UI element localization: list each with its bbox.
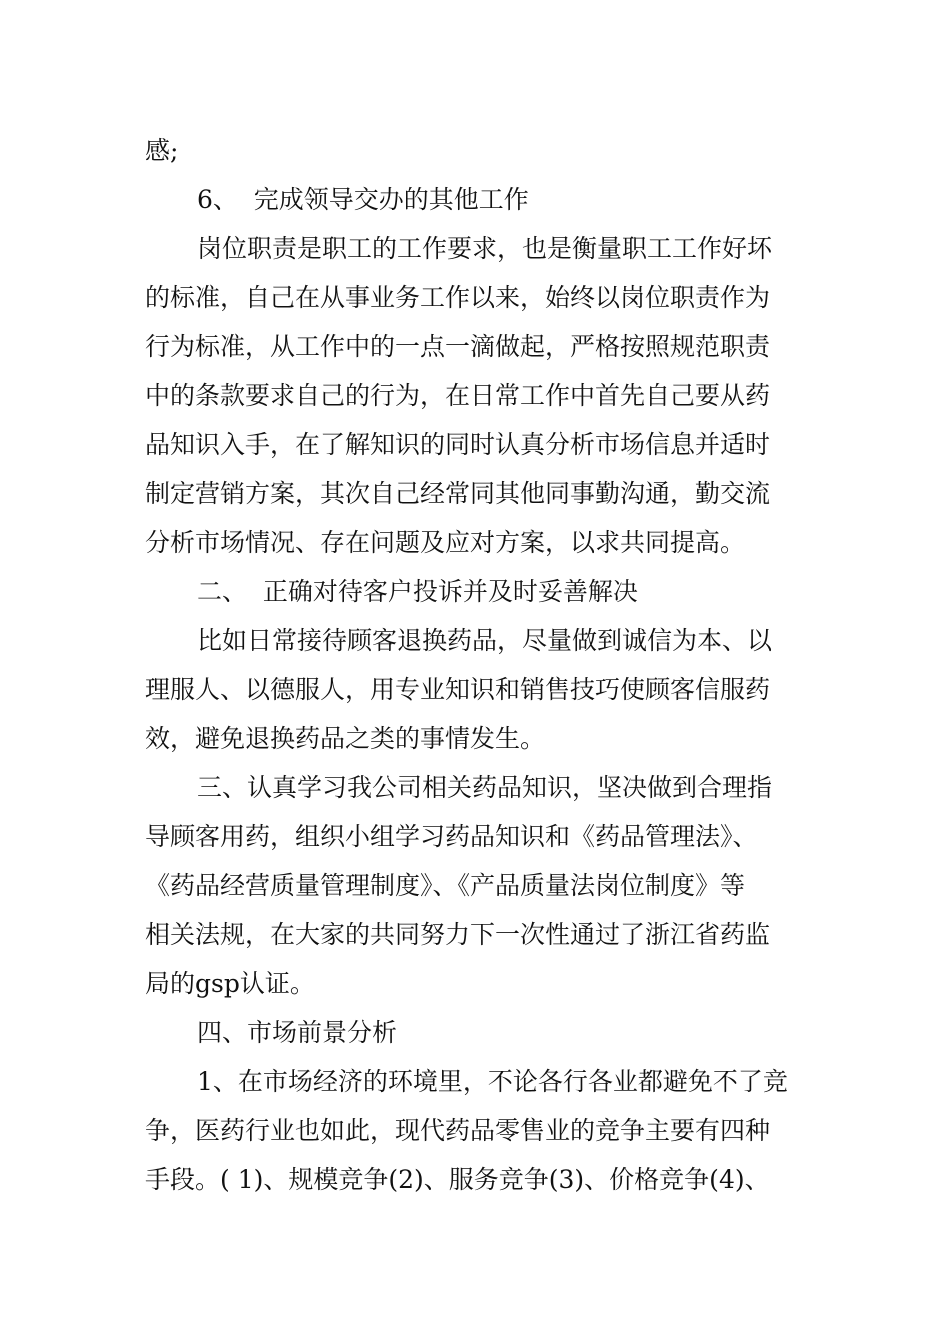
text-line: 手段。( 1)、规模竞争(2)、服务竞争(3)、价格竞争(4)、: [145, 1165, 770, 1194]
text-line: 感;: [145, 136, 179, 165]
text-line: 相关法规，在大家的共同努力下一次性通过了浙江省药监: [145, 920, 771, 949]
text-line: 制定营销方案，其次自己经常同其他同事勤沟通，勤交流: [145, 479, 771, 508]
text-line: 中的条款要求自己的行为，在日常工作中首先自己要从药: [145, 381, 771, 410]
text-line: 导顾客用药，组织小组学习药品知识和《药品管理法》、: [145, 822, 758, 851]
list-item-heading: 6、 完成领导交办的其他工作: [197, 185, 529, 214]
section-heading: 二、 正确对待客户投诉并及时妥善解决: [197, 577, 638, 606]
document-body: [145, 126, 810, 1204]
text-line: 品知识入手，在了解知识的同时认真分析市场信息并适时: [145, 430, 771, 459]
text-line: 效，避免退换药品之类的事情发生。: [145, 724, 546, 753]
section-heading: 四、市场前景分析: [197, 1018, 398, 1047]
text-line: 争，医药行业也如此，现代药品零售业的竞争主要有四种: [145, 1116, 771, 1145]
section-heading: 三、认真学习我公司相关药品知识，坚决做到合理指: [197, 773, 773, 802]
text-line: 行为标准，从工作中的一点一滴做起，严格按照规范职责: [145, 332, 771, 361]
text-line: 理服人、以德服人，用专业知识和销售技巧使顾客信服药: [145, 675, 771, 704]
text-line: 《药品经营质量管理制度》、《产品质量法岗位制度》等: [145, 871, 746, 900]
text-line: 局的gsp认证。: [145, 969, 315, 998]
paragraph-first-line: 岗位职责是职工的工作要求，也是衡量职工工作好坏: [197, 234, 773, 263]
text-line: 的标准，自己在从事业务工作以来，始终以岗位职责作为: [145, 283, 771, 312]
paragraph-first-line: 比如日常接待顾客退换药品，尽量做到诚信为本、以: [197, 626, 773, 655]
paragraph-first-line: 1、在市场经济的环境里，不论各行各业都避免不了竞: [197, 1067, 788, 1096]
text-line: 分析市场情况、存在问题及应对方案，以求共同提高。: [145, 528, 746, 557]
